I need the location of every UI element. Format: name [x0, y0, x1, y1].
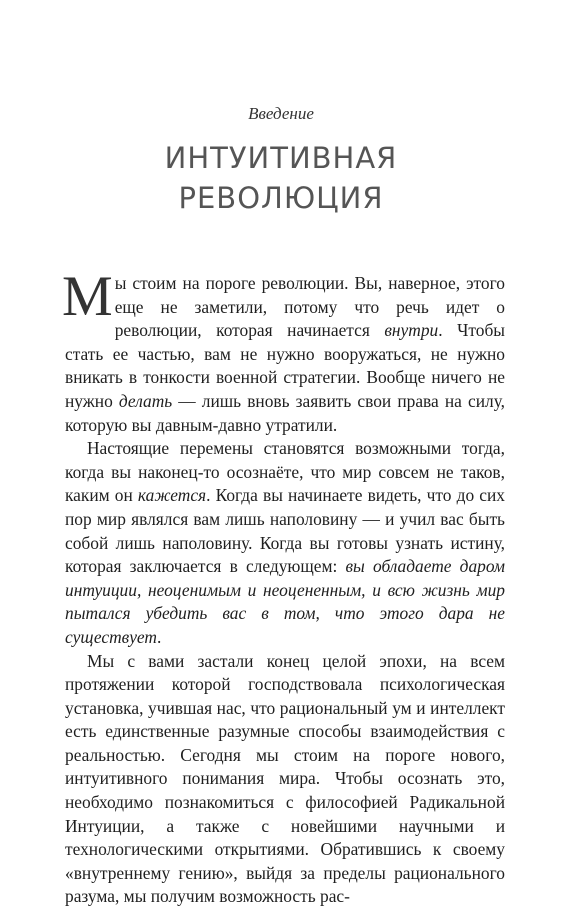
p1-text-a: ы стоим на пороге революции. Вы, наверное, этого еще не заметили, потому что речь идет о революции, которая начинается [115, 273, 505, 340]
p1-emphasis-do: делать [119, 391, 172, 411]
p2-text-e: . [157, 627, 161, 647]
p1-text-e: — лишь вновь заявить свои права на силу, которую вы давным-давно утратили. [65, 391, 505, 435]
paragraph-3: Мы с вами застали конец целой эпохи, на всем протяжении которой господствовала психологическая установка, учившая нас, что рациональный ум и интеллект есть единственные разумные способы взаимодействия с реальностью. Сегодня мы стоим на пороге нового, интуитивного понимания мира. Чтобы осознать это, необходимо познакомиться с философией Радикальной Интуиции, а также с новейшими научными и технологическими открытиями. Обратившись к своему «внутреннему гению», выйдя за пределы рационального разума, мы получим возможность рас- [65, 650, 505, 909]
p1-text-c: . Чтобы стать ее частью, вам не нужно вооружаться, не нужно вникать в тонкости военной стратегии. Вообще ничего не нужно [65, 320, 505, 411]
chapter-title-line-1: ИНТУИТИВНАЯ [0, 138, 562, 178]
body-text [65, 272, 505, 909]
section-label: Введение [0, 104, 562, 124]
p2-emphasis-seems: кажется [138, 485, 206, 505]
chapter-title [0, 138, 562, 218]
paragraph-2 [65, 437, 505, 649]
p2-text-a: Настоящие перемены становятся возможными тогда, когда вы наконец-то осознаёте, что мир совсем не таков, каким он [65, 438, 505, 505]
drop-cap: М [62, 274, 113, 320]
chapter-title-line-2: РЕВОЛЮЦИЯ [0, 178, 562, 218]
p1-emphasis-inside: внутри [384, 320, 438, 340]
p2-emphasis-truth: вы обладаете даром интуиции, неоценимым и неоцененным, и всю жизнь мир пытался убедить вас в том, что этого дара не существует [65, 556, 505, 647]
paragraph-1 [65, 272, 505, 437]
p2-text-c: . Когда вы начинаете видеть, что до сих пор мир являлся вам лишь наполовину — и учил вас быть собой лишь наполовину. Когда вы готовы узнать истину, которая заключается в следующем: [65, 485, 505, 576]
